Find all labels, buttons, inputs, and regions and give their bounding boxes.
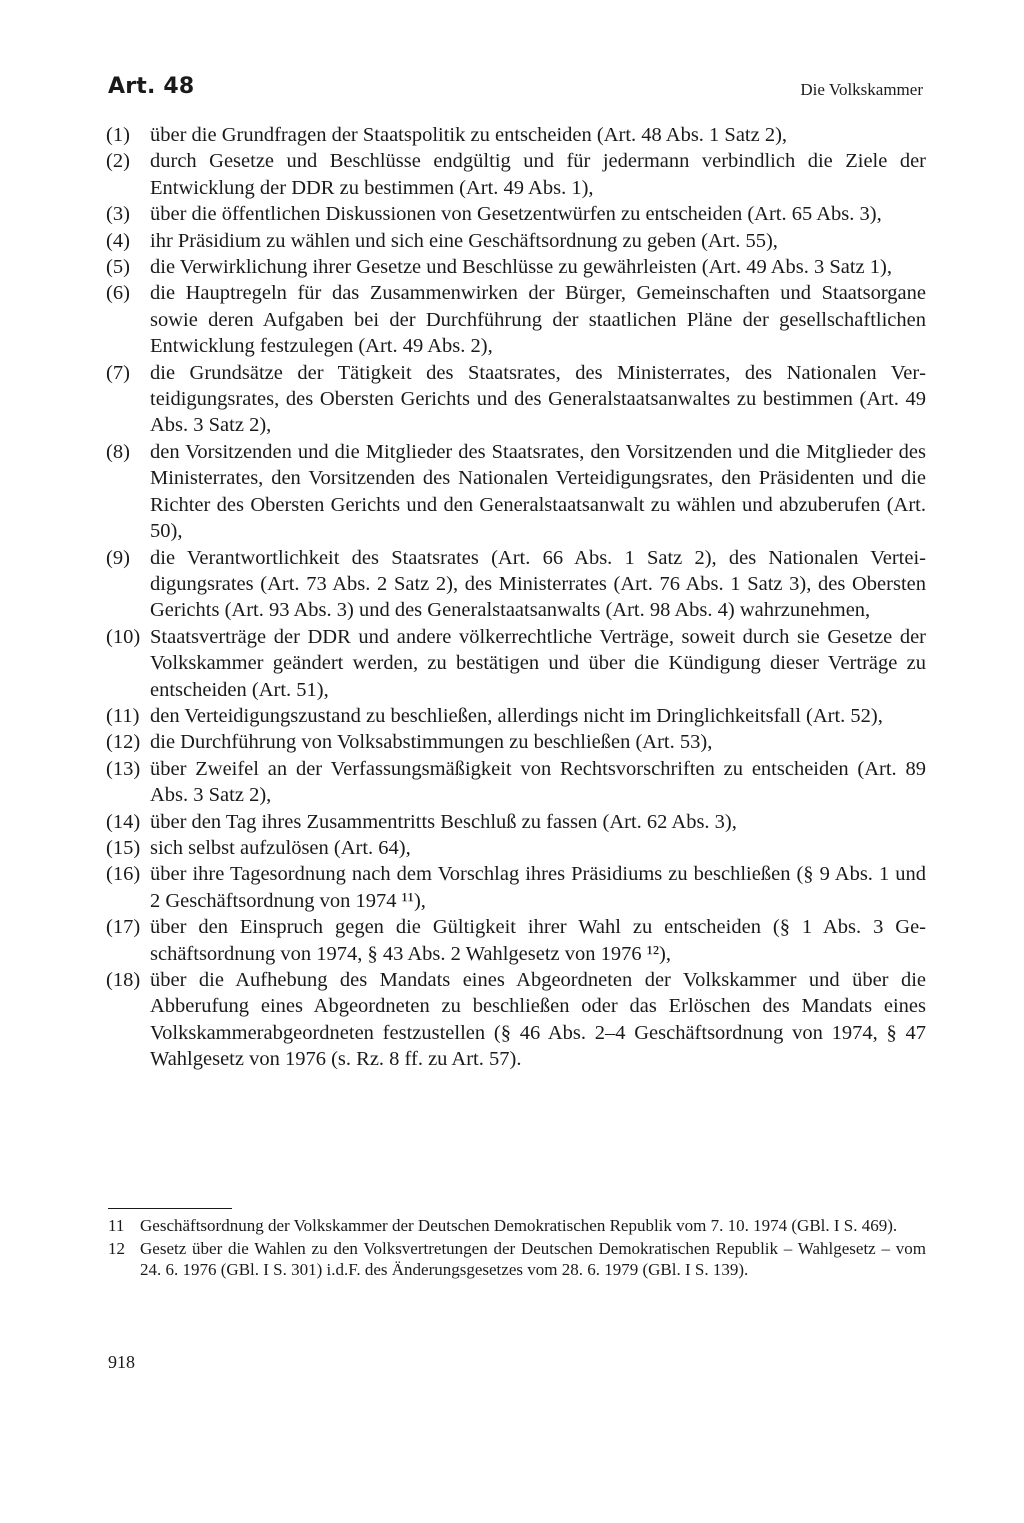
list-item-text: durch Gesetze und Beschlüsse endgültig und für jedermann verbindlich die Ziele der Entwicklung der DDR zu bestimmen (Art. 49 Abs. 1), (150, 150, 926, 199)
footnote-text: Gesetz über die Wahlen zu den Volksvertretungen der Deutschen Demokratischen Republik – Wahlgesetz – vom 24. 6. 1976 (GBl. I S. 301) i.d.F. des Änderungsgesetzes vom 28. 6. 1979 (GBl. I S. 139). (140, 1238, 926, 1279)
list-item (106, 729, 926, 755)
list-item (106, 122, 926, 148)
list-item (106, 624, 926, 703)
list-item-text: über Zweifel an der Verfassungsmäßigkeit von Rechtsvorschriften zu entscheiden (Art. 89 Abs. 3 Satz 2), (150, 757, 926, 807)
footnotes (108, 1215, 926, 1282)
enumerated-competences-list (106, 122, 926, 1073)
list-item-number: (6) (106, 282, 130, 305)
list-item-number: (5) (106, 256, 130, 279)
list-item-number: (11) (106, 704, 140, 727)
list-item-number: (12) (106, 731, 141, 754)
article-label: Art. 48 (108, 74, 195, 99)
list-item (106, 439, 926, 545)
page-number: 918 (108, 1352, 135, 1372)
list-item-number: (13) (106, 757, 141, 780)
list-item-number: (7) (106, 361, 130, 384)
list-item-number: (3) (106, 203, 130, 226)
list-item-text: über die öffentlichen Diskussionen von Gesetzentwürfen zu entscheiden (Art. 65 Abs. 3), (150, 203, 882, 226)
list-item-text: die Verwirklichung ihrer Gesetze und Beschlüsse zu gewährleisten (Art. 49 Abs. 3 Satz 1), (150, 256, 892, 279)
list-item-text: Staatsverträge der DDR und andere völkerrechtliche Verträge, soweit durch sie Gesetze der Volkskammer geändert werden, zu bestätigen und über die Kündigung dieser Verträge zu entscheiden (Art. 51), (150, 625, 926, 701)
list-item-number: (9) (106, 546, 130, 569)
footnote (108, 1238, 926, 1281)
list-item-number: (18) (106, 969, 141, 991)
list-item-text: über ihre Tagesordnung nach dem Vorschlag ihres Präsidiums zu beschließen (§ 9 Abs. 1 und 2 Geschäftsordnung von 1974 ¹¹), (150, 863, 926, 912)
list-item (106, 861, 926, 914)
list-item-text: sich selbst aufzulösen (Art. 64), (150, 836, 411, 859)
list-item-number: (4) (106, 229, 130, 252)
list-item-number: (1) (106, 124, 130, 146)
list-item (106, 254, 926, 280)
list-item (106, 809, 926, 835)
list-item-number: (8) (106, 440, 130, 463)
list-item-number: (17) (106, 916, 141, 939)
list-item-number: (15) (106, 836, 141, 859)
list-item (106, 228, 926, 254)
list-item-text: die Verantwortlichkeit des Staatsrates (Art. 66 Abs. 1 Satz 2), des Nationalen Verteidigungsrates (Art. 73 Abs. 2 Satz 2), des Ministerrates (Art. 76 Abs. 1 Satz 3), des Obersten Gerichts (Art. 93 Abs. 3) und des Generalstaatsanwalts (Art. 98 Abs. 4) wahrzunehmen, (150, 546, 926, 622)
list-item-text: über den Einspruch gegen die Gültigkeit ihrer Wahl zu entscheiden (§ 1 Abs. 3 Geschäftsordnung von 1974, § 43 Abs. 2 Wahlgesetz von 1976 ¹²), (150, 916, 926, 965)
list-item (106, 835, 926, 861)
list-item-text: über die Aufhebung des Mandats eines Abgeordneten der Volkskammer und über die Abberufung eines Abgeordneten zu beschließen oder das Erlöschen des Mandats eines Volkskammerabgeordneten festzustellen (§ 46 Abs. 2–4 Geschäftsordnung von 1974, § 47 Wahlgesetz von 1976 (s. Rz. 8 ff. zu Art. 57). (150, 969, 926, 1071)
list-item-text: ihr Präsidium zu wählen und sich eine Geschäftsordnung zu geben (Art. 55), (150, 229, 778, 252)
list-item-text: über die Grundfragen der Staatspolitik zu entscheiden (Art. 48 Abs. 1 Satz 2), (150, 124, 788, 146)
list-item (106, 360, 926, 439)
list-item-text: die Hauptregeln für das Zusammenwirken der Bürger, Gemeinschaften und Staatsorgane sowie deren Aufgaben bei der Durchführung der staatlichen Pläne der gesellschaftlichen Entwicklung festzulegen (Art. 49 Abs. 2), (150, 282, 926, 358)
list-item (106, 280, 926, 359)
footnote (108, 1215, 926, 1237)
page-header (108, 74, 923, 110)
running-title: Die Volkskammer (800, 80, 923, 99)
list-item-text: über den Tag ihres Zusammentritts Beschluß zu fassen (Art. 62 Abs. 3), (150, 810, 737, 833)
list-item-text: den Vorsitzenden und die Mitglieder des Staatsrates, den Vorsitzenden und die Mitglieder des Ministerrates, den Vorsitzenden des Nationalen Verteidigungsrates, den Präsidenten und die Richter des Obersten Gerichts und den Generalstaatsanwalt zu wählen und abzuberufen (Art. 50), (150, 440, 926, 543)
list-item-text: die Durchführung von Volksabstimmungen zu beschließen (Art. 53), (150, 731, 713, 754)
list-item-text: den Verteidigungszustand zu beschließen, allerdings nicht im Dringlichkeitsfall (Art. 52), (150, 704, 883, 727)
footnote-number: 12 (108, 1238, 125, 1258)
list-item-number: (10) (106, 625, 141, 648)
list-item (106, 148, 926, 201)
list-item (106, 967, 926, 1073)
list-item (106, 201, 926, 227)
list-item-number: (16) (106, 863, 141, 886)
list-item-text: die Grundsätze der Tätigkeit des Staatsrates, des Ministerrates, des Nationalen Verteidigungsrates, des Obersten Gerichts und des Generalstaatsanwaltes zu bestimmen (Art. 49 Abs. 3 Satz 2), (150, 361, 926, 437)
list-item (106, 545, 926, 624)
footnote-number: 11 (108, 1216, 125, 1235)
list-item-number: (2) (106, 150, 130, 173)
footnote-text: Geschäftsordnung der Volkskammer der Deutschen Demokratischen Republik vom 7. 10. 1974 (GBl. I S. 469). (140, 1216, 898, 1235)
list-item (106, 703, 926, 729)
list-item-number: (14) (106, 810, 141, 833)
list-item (106, 914, 926, 967)
footnote-divider (108, 1208, 232, 1209)
list-item (106, 756, 926, 809)
